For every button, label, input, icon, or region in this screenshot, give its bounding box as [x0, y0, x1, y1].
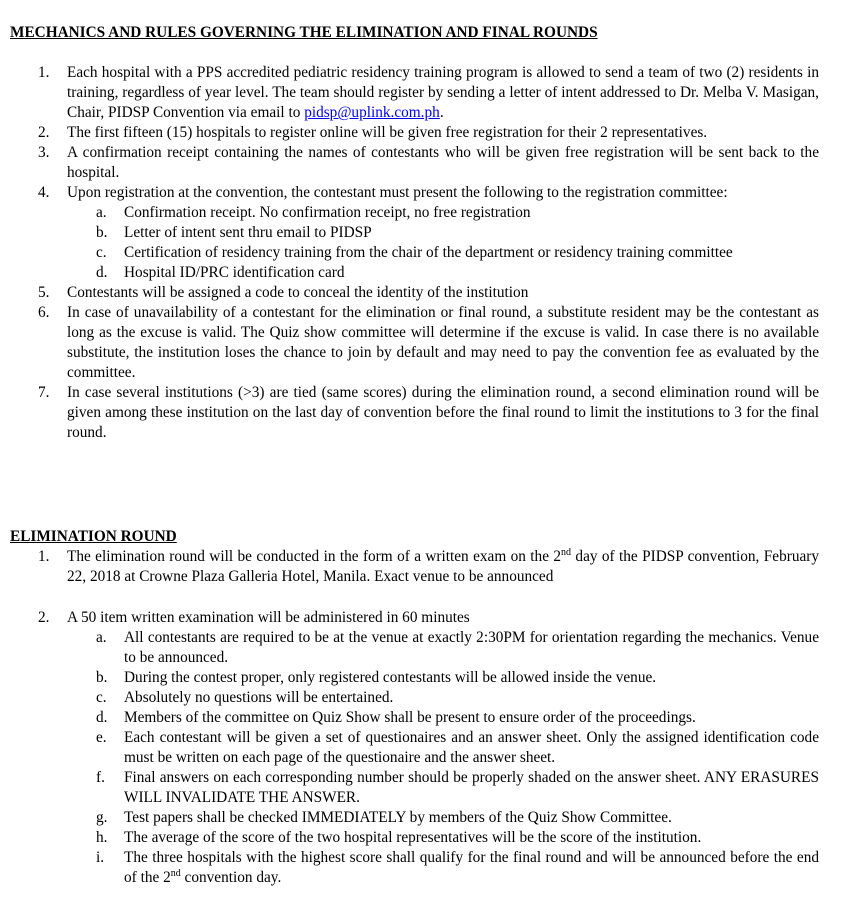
rule-number: 7. [38, 384, 50, 401]
exam-rule-item [67, 728, 819, 768]
rule-text: In case of unavailability of a contestant for the elimination or final round, a substitute resident may be the contestant as long as the excuse is valid. The Quiz show committee will determine if the excuse is valid. In case there is no available substitute, the institution loses the chance to join by default and may need to pay the convention fee as evaluated by the committee. [67, 304, 819, 381]
rule-item [0, 183, 819, 283]
requirement-item [67, 263, 819, 283]
superscript: nd [561, 546, 572, 558]
rule-text-end: . [439, 104, 444, 121]
rule-item [0, 63, 819, 123]
rule-number: 2. [38, 124, 50, 141]
requirements-list [67, 203, 819, 283]
sub-letter: d. [96, 264, 108, 281]
exam-rules-list [67, 628, 819, 888]
rule-number: 3. [38, 144, 50, 161]
sub-text: Certification of residency training from the chair of the department or residency training committee [124, 244, 733, 261]
sub-letter: b. [96, 224, 108, 241]
elimination-item [0, 608, 819, 888]
sub-text: Hospital ID/PRC identification card [124, 264, 345, 281]
exam-rule-item [67, 828, 819, 848]
sub-letter: c. [96, 689, 107, 706]
exam-rule-item [67, 668, 819, 688]
elim-text: A 50 item written examination will be administered in 60 minutes [67, 609, 470, 626]
exam-rule-item [67, 808, 819, 828]
sub-letter: c. [96, 244, 107, 261]
sub-letter: h. [96, 829, 108, 846]
sub-text: Letter of intent sent thru email to PIDSP [124, 224, 372, 241]
main-heading: MECHANICS AND RULES GOVERNING THE ELIMINATION AND FINAL ROUNDS [10, 24, 598, 41]
rule-text: The first fifteen (15) hospitals to register online will be given free registration for their 2 representatives. [67, 124, 708, 141]
exam-rule-item [67, 708, 819, 728]
elimination-item [0, 547, 819, 587]
rule-number: 1. [38, 548, 50, 565]
rule-number: 2. [38, 609, 50, 626]
elimination-heading: ELIMINATION ROUND [10, 528, 177, 545]
rule-text: Each hospital with a PPS accredited pediatric residency training program is allowed to send a team of two (2) residents in training, regardless of year level. The team should register by sending a letter of intent addressed to Dr. Melba V. Masigan, Chair, PIDSP Convention via email to [67, 64, 819, 121]
rules-list [0, 63, 868, 443]
rule-number: 1. [38, 64, 50, 81]
rule-text: Upon registration at the convention, the contestant must present the following to the registration committee: [67, 184, 728, 201]
sub-text-end: convention day. [180, 869, 282, 886]
exam-rule-item [67, 848, 819, 888]
rule-item [0, 303, 819, 383]
rule-item [0, 143, 819, 183]
sub-letter: b. [96, 669, 108, 686]
rule-number: 6. [38, 304, 50, 321]
sub-letter: e. [96, 729, 107, 746]
sub-letter: d. [96, 709, 108, 726]
sub-letter: f. [96, 769, 105, 786]
sub-text: Members of the committee on Quiz Show shall be present to ensure order of the proceedings. [124, 709, 696, 726]
rule-item [0, 283, 819, 303]
sub-text: All contestants are required to be at the venue at exactly 2:30PM for orientation regarding the mechanics. Venue to be announced. [124, 629, 819, 666]
sub-letter: g. [96, 809, 108, 826]
rule-text: In case several institutions (>3) are tied (same scores) during the elimination round, a second elimination round will be given among these institution on the last day of convention before the final round to limit the institutions to 3 for the final round. [67, 384, 819, 441]
requirement-item [67, 243, 819, 263]
sub-text: During the contest proper, only registered contestants will be allowed inside the venue. [124, 669, 657, 686]
elim-text: The elimination round will be conducted in the form of a written exam on the 2 [67, 548, 562, 565]
superscript: nd [170, 867, 181, 879]
elim-text-end: day of the PIDSP convention, February 22, 2018 at Crowne Plaza Galleria Hotel, Manila. Exact venue to be announced [67, 548, 819, 585]
sub-text: Test papers shall be checked IMMEDIATELY by members of the Quiz Show Committee. [124, 809, 672, 826]
rule-number: 4. [38, 184, 50, 201]
exam-rule-item [67, 768, 819, 808]
exam-rule-item [67, 628, 819, 668]
sub-text: The average of the score of the two hospital representatives will be the score of the institution. [124, 829, 702, 846]
rule-item [0, 383, 819, 443]
sub-text: The three hospitals with the highest score shall qualify for the final round and will be announced before the end of the 2 [124, 849, 819, 886]
sub-text: Final answers on each corresponding number should be properly shaded on the answer sheet. ANY ERASURES WILL INVALIDATE THE ANSWER. [124, 769, 819, 806]
rule-text: Contestants will be assigned a code to conceal the identity of the institution [67, 284, 529, 301]
sub-text: Each contestant will be given a set of questionaires and an answer sheet. Only the assigned identification code must be written on each page of the questionaire and the answer sheet. [124, 729, 819, 766]
sub-letter: a. [96, 629, 107, 646]
sub-letter: i. [96, 849, 105, 866]
sub-text: Absolutely no questions will be entertained. [124, 689, 394, 706]
sub-letter: a. [96, 204, 107, 221]
rule-item [0, 123, 819, 143]
rule-text: A confirmation receipt containing the names of contestants who will be given free registration will be sent back to the hospital. [67, 144, 819, 181]
elimination-list [0, 547, 868, 888]
rule-number: 5. [38, 284, 50, 301]
requirement-item [67, 203, 819, 223]
exam-rule-item [67, 688, 819, 708]
sub-text: Confirmation receipt. No confirmation receipt, no free registration [124, 204, 531, 221]
requirement-item [67, 223, 819, 243]
email-link[interactable]: pidsp@uplink.com.ph [304, 104, 440, 121]
